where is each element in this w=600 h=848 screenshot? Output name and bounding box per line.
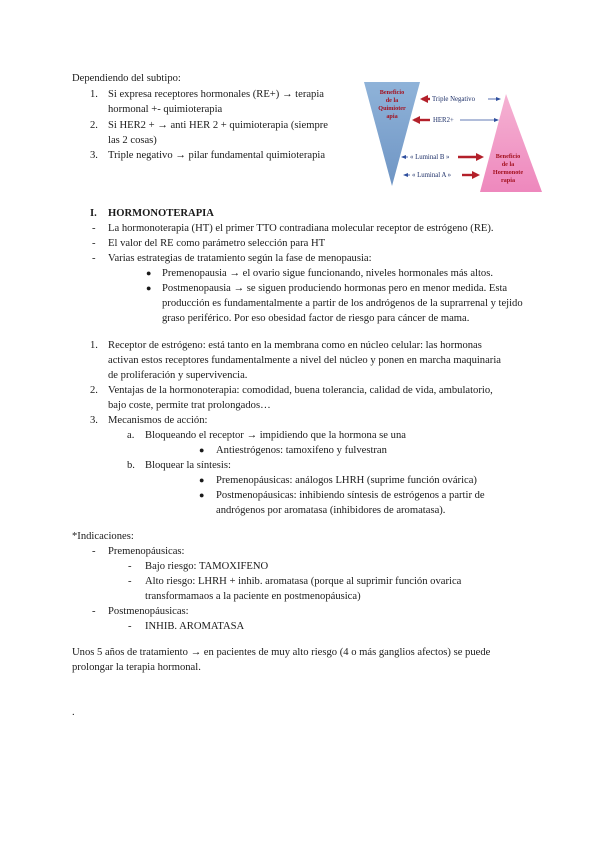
list-number: 3. <box>90 150 98 161</box>
list-item-line: Triple negativo → pilar fundamental quimioterapia <box>108 150 326 161</box>
her2-arrow <box>412 116 499 124</box>
mechanism-a-bullet: Antiestrógenos: tamoxifeno y fulvestran <box>216 445 387 456</box>
list-item-line: hormonal +- quimioterapia <box>108 104 223 115</box>
list-item-line: Si expresa receptores hormonales (RE+) → terapia <box>108 89 325 100</box>
chemo-hormone-benefit-diagram <box>362 80 544 196</box>
bullet-marker: ● <box>146 283 152 293</box>
bullet-marker: ● <box>146 268 152 278</box>
bullet-marker: ● <box>199 445 205 455</box>
triple-negative-label: Triple Negativo <box>432 96 475 103</box>
section-number: I. <box>90 208 97 219</box>
dash-item: La hormonoterapia (HT) el primer TTO contradiana molecular receptor de estrógeno (RE). <box>108 223 494 234</box>
indication-item: Bajo riesgo: TAMOXIFENO <box>145 561 269 572</box>
bullet-item: Premenopausia → el ovario sigue funcionando, niveles hormonales más altos. <box>162 268 493 279</box>
list-number: 3. <box>90 415 98 426</box>
chemo-label-2: de la <box>385 97 399 104</box>
indication-item: INHIB. AROMATASA <box>145 621 245 632</box>
numbered-line: Receptor de estrógeno: está tanto en la membrana como en núcleo celular: las hormonas <box>108 340 482 351</box>
chemo-label-1: Beneficio <box>379 89 405 96</box>
numbered-line: bajo coste, permite trat prolongados… <box>108 400 271 411</box>
indications-post: Postmenopáusicas: <box>108 606 189 617</box>
dash-marker: - <box>92 546 96 557</box>
hormone-label-1: Beneficio <box>495 153 521 160</box>
numbered-line: Ventajas de la hormonoterapia: comodidad, buena tolerancia, calidad de vida, ambulatorio, <box>108 385 493 396</box>
mechanism-b-bullet: Premenopáusicas: análogos LHRH (suprime función ovárica) <box>216 475 477 486</box>
list-number: 1. <box>90 340 98 351</box>
list-number: 1. <box>90 89 98 100</box>
luminal-b-arrow <box>401 153 484 161</box>
luminal-a-arrow <box>403 171 480 179</box>
hormone-label-4: rapia <box>500 177 516 184</box>
dash-marker: - <box>92 238 96 249</box>
numbered-line: Mecanismos de acción: <box>108 415 208 426</box>
closing-line: Unos 5 años de tratamiento → en pacientes de muy alto riesgo (4 o más ganglios afectos) se puede <box>72 647 491 658</box>
bullet-marker: ● <box>199 490 205 500</box>
dash-marker: - <box>128 621 132 632</box>
list-number: 2. <box>90 385 98 396</box>
indications-pre: Premenopáusicas: <box>108 546 185 557</box>
mechanism-a: Bloqueando el receptor → impidiendo que la hormona se una <box>145 430 406 441</box>
mechanism-b-bullet-line: andrógenos por aromatasa (inhibidores de aromatasa). <box>216 505 446 516</box>
list-item-line: las 2 cosas) <box>108 135 157 146</box>
numbered-line: de proliferación y supervivencia. <box>108 370 248 381</box>
luminal-a-label: « Luminal A » <box>412 172 452 179</box>
bullet-item-line: producción es fundamentalmente a partir de los andrógenos de la suprarrenal y tejido <box>162 298 523 309</box>
dash-marker: - <box>92 253 96 264</box>
list-number: 2. <box>90 120 98 131</box>
dash-item: Varias estrategias de tratamiento según la fase de menopausia: <box>108 253 372 264</box>
dash-item: El valor del RE como parámetro selección para HT <box>108 238 326 249</box>
closing-line: prolongar la terapia hormonal. <box>72 662 201 673</box>
dash-marker: - <box>128 561 132 572</box>
indication-item-line: Alto riesgo: LHRH + inhib. aromatasa (porque al suprimir función ovarica <box>145 576 462 587</box>
intro-text: Dependiendo del subtipo: <box>72 73 181 84</box>
bullet-item-line: graso periférico. Por eso obesidad factor de riesgo para cáncer de mama. <box>162 313 470 324</box>
dash-marker: - <box>92 606 96 617</box>
her2-label: HER2+ <box>433 117 454 124</box>
chemo-label-3: Quimioter <box>378 105 406 112</box>
bullet-marker: ● <box>199 475 205 485</box>
indication-item-line: transformamaos a la paciente en postmenopáusica) <box>145 591 361 602</box>
hormone-label-3: Hormonote <box>492 169 524 176</box>
luminal-b-label: « Luminal B » <box>410 154 450 161</box>
list-item-line: Si HER2 + → anti HER 2 + quimioterapia (siempre <box>108 120 328 131</box>
indications-title: *Indicaciones: <box>72 531 134 542</box>
chemo-label-4: apia <box>386 113 398 120</box>
dash-marker: - <box>128 576 132 587</box>
sublist-letter: a. <box>127 430 135 441</box>
mechanism-b-bullet-line: Postmenopáusicas: inhibiendo síntesis de estrógenos a partir de <box>216 490 485 501</box>
trailing-dot: . <box>72 707 75 718</box>
dash-marker: - <box>92 223 96 234</box>
bullet-item-line: Postmenopausia → se siguen produciendo hormonas pero en menor medida. Esta <box>162 283 508 294</box>
mechanism-b: Bloquear la síntesis: <box>145 460 231 471</box>
numbered-line: activan estos receptores fundamentalmente a nivel del núcleo y ponen en marcha maquinaria <box>108 355 501 366</box>
sublist-letter: b. <box>127 460 135 471</box>
section-title: HORMONOTERAPIA <box>108 208 214 219</box>
triple-negative-arrow <box>420 95 501 103</box>
hormone-label-2: de la <box>501 161 515 168</box>
